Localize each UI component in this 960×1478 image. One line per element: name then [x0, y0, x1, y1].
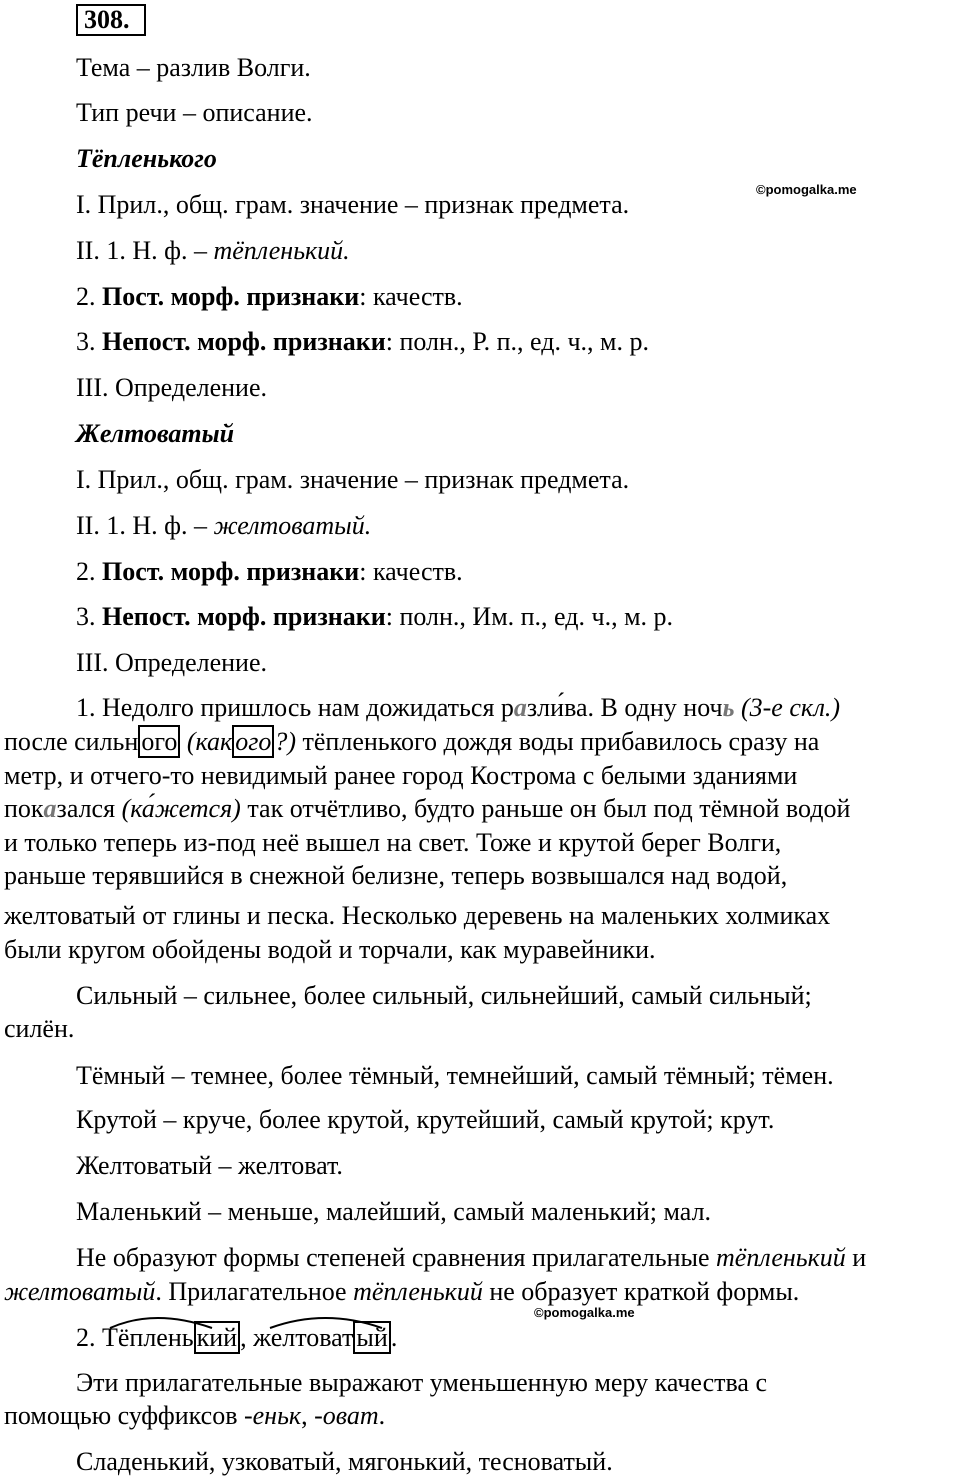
parse2-line2: II. 1. Н. ф. – желтоватый.: [76, 511, 372, 540]
parse1-line1: I. Прил., общ. грам. значение – признак предмета.: [76, 190, 630, 219]
speech-type-line: Тип речи – описание.: [76, 98, 313, 127]
degrees-line5: Маленький – меньше, малейший, самый маленький; мал.: [76, 1197, 712, 1226]
degrees-line4: Желтоватый – желтоват.: [76, 1151, 343, 1180]
parse2-line1: I. Прил., общ. грам. значение – признак предмета.: [76, 465, 630, 494]
parse2-word: Желтоватый: [76, 419, 235, 448]
examples-line: Сладенький, узковатый, мягонький, тесноватый.: [76, 1447, 613, 1476]
text-line8: были кругом обойдены водой и торчали, как муравейники.: [4, 935, 656, 964]
watermark-2: ©pomogalka.me: [534, 1305, 635, 1320]
suffix-arcs: [100, 1308, 440, 1330]
watermark: ©pomogalka.me: [756, 182, 857, 197]
parse2-line3: 2. Пост. морф. признаки: качеств.: [76, 557, 463, 586]
text-line5: и только теперь из-под неё вышел на свет. Тоже и крутой берег Волги,: [4, 828, 782, 857]
degrees-line3: Крутой – круче, более крутой, крутейший, самый крутой; крут.: [76, 1105, 775, 1134]
text-line2: после сильн ого (как ого ?) тёпленького дождя воды прибавилось сразу на: [4, 727, 820, 756]
text-line4: показался (ка́жется) так отчётливо, будто раньше он был под тёмной водой: [4, 794, 851, 823]
degrees-line1-cont: силён.: [4, 1014, 75, 1043]
task2-line: 2. Тёплень кий , желтоват ый .: [76, 1323, 398, 1352]
parse1-line2: II. 1. Н. ф. – тёпленький.: [76, 236, 350, 265]
suffix-arc-1: [110, 1318, 212, 1328]
text-line3: метр, и отчего-то невидимый ранее город Кострома с белыми зданиями: [4, 761, 798, 790]
exercise-number: 308.: [76, 4, 146, 36]
degrees-line1: Сильный – сильнее, более сильный, сильнейший, самый сильный;: [76, 981, 812, 1010]
explain-line2: помощью суффиксов -еньк, -оват.: [4, 1401, 386, 1430]
text-line1: 1. Недолго пришлось нам дожидаться разли́ва. В одну ночь (3-е скл.): [76, 693, 841, 722]
parse1-line3: 2. Пост. морф. признаки: качеств.: [76, 282, 463, 311]
text-line7: желтоватый от глины и песка. Несколько деревень на маленьких холмиках: [4, 901, 831, 930]
theme-line: Тема – разлив Волги.: [76, 53, 311, 82]
explain-line1: Эти прилагательные выражают уменьшенную меру качества с: [76, 1368, 768, 1397]
degrees-line2: Тёмный – темнее, более тёмный, темнейший, самый тёмный; тёмен.: [76, 1061, 834, 1090]
morpheme-word-2: желтоват ый: [253, 1321, 391, 1354]
note-line1: Не образуют формы степеней сравнения прилагательные тёпленький и: [76, 1243, 867, 1272]
parse1-line4: 3. Непост. морф. признаки: полн., Р. п., ед. ч., м. р.: [76, 327, 649, 356]
text-line6: раньше терявшийся в снежной белизне, теперь возвышался над водой,: [4, 861, 788, 890]
parse2-line5: III. Определение.: [76, 648, 268, 677]
parse1-word: Тёпленького: [76, 144, 217, 173]
parse2-line4: 3. Непост. морф. признаки: полн., Им. п., ед. ч., м. р.: [76, 602, 674, 631]
morpheme-word-1: Тёплень кий: [102, 1321, 240, 1354]
parse1-line5: III. Определение.: [76, 373, 268, 402]
suffix-arc-2: [270, 1318, 382, 1328]
note-line2: желтоватый. Прилагательное тёпленький не образует краткой формы.: [4, 1277, 800, 1306]
